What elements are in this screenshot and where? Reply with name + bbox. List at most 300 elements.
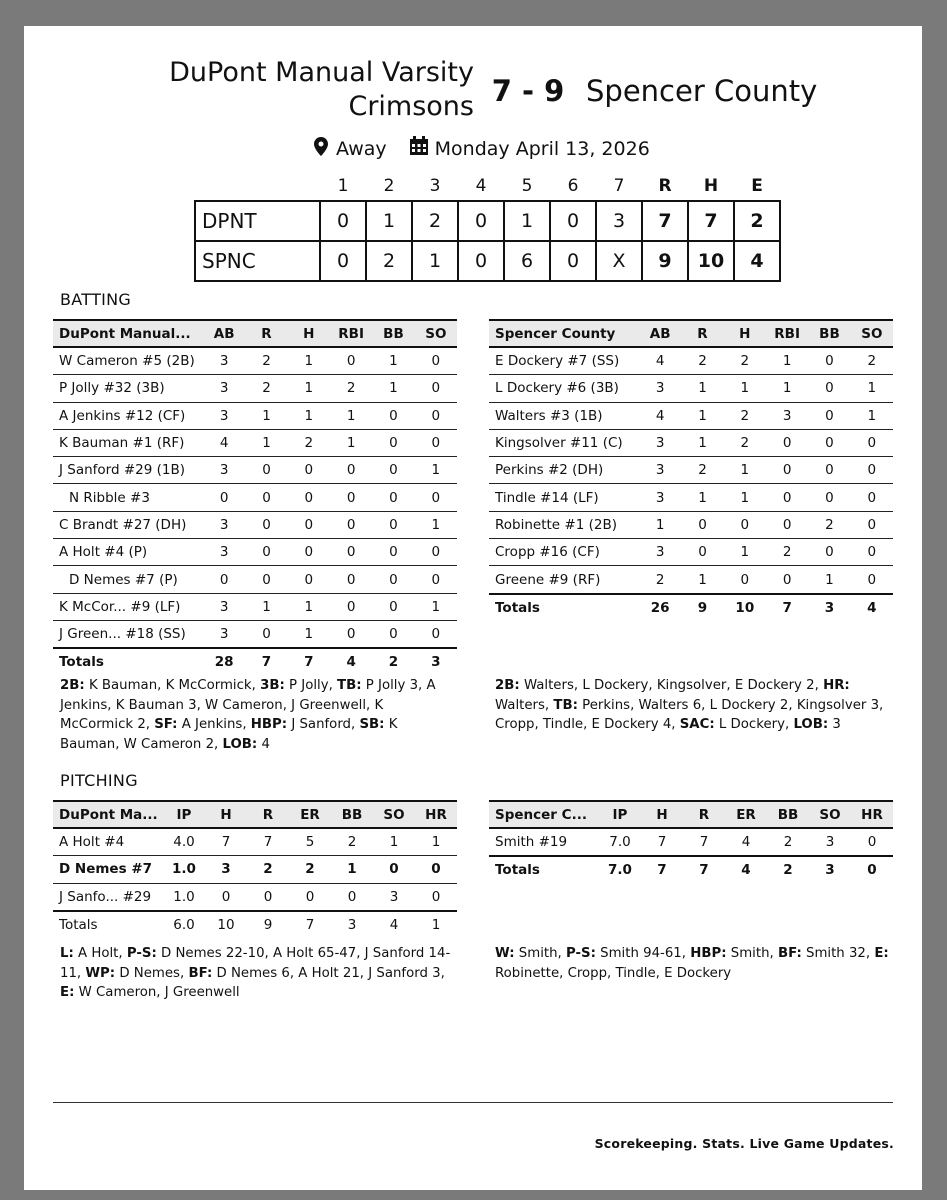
stat-cell: 2 bbox=[681, 457, 723, 484]
totals-cell: 4 bbox=[867, 599, 877, 616]
player-name: Cropp #16 (CF) bbox=[489, 539, 639, 566]
inning-header: 5 bbox=[521, 176, 533, 196]
player-row bbox=[53, 429, 457, 456]
player-name: D Nemes #7 (P) bbox=[53, 566, 203, 593]
stat-cell: 0 bbox=[288, 457, 330, 484]
stat-cell: 1 bbox=[372, 375, 414, 402]
stat-cell: 1 bbox=[851, 402, 893, 429]
stat-column-header: BB bbox=[808, 320, 850, 347]
player-row bbox=[53, 539, 457, 566]
note-label: E: bbox=[874, 946, 889, 961]
stat-cell: 3 bbox=[809, 828, 851, 856]
stat-cell: 3 bbox=[203, 402, 245, 429]
stat-cell: 1 bbox=[724, 484, 766, 511]
hits-total: 7 bbox=[688, 201, 734, 241]
stat-cell: 3 bbox=[766, 402, 808, 429]
stat-cell: 1 bbox=[372, 347, 414, 375]
stat-cell: 3 bbox=[373, 883, 415, 911]
stat-cell: 0 bbox=[330, 347, 372, 375]
stat-cell: 3 bbox=[639, 457, 681, 484]
stat-cell: 3 bbox=[639, 484, 681, 511]
stat-cell: 0 bbox=[724, 511, 766, 538]
stat-column-header: BB bbox=[331, 801, 373, 828]
pitching-table-away bbox=[489, 800, 893, 884]
scorebook-page bbox=[24, 26, 922, 1190]
stat-column-header: HR bbox=[415, 801, 457, 828]
stat-cell: 5 bbox=[289, 828, 331, 856]
inning-header: 2 bbox=[383, 176, 395, 196]
stat-cell: 2 bbox=[247, 856, 289, 883]
note-label: TB: bbox=[553, 697, 578, 713]
stat-cell: 3 bbox=[639, 429, 681, 456]
stat-cell: 0 bbox=[330, 566, 372, 593]
stat-cell: 2 bbox=[767, 828, 809, 856]
totals-cell: 4 bbox=[346, 654, 356, 671]
note-label: BF: bbox=[777, 946, 802, 961]
stat-cell: 0 bbox=[766, 457, 808, 484]
player-row bbox=[489, 375, 893, 402]
inning-score: 1 bbox=[504, 201, 550, 241]
stat-cell: 0 bbox=[331, 883, 373, 911]
pitching-table-home bbox=[53, 800, 457, 938]
stat-cell: 1.0 bbox=[163, 883, 205, 911]
stat-cell: 0 bbox=[245, 620, 287, 648]
player-row bbox=[53, 347, 457, 375]
stat-cell: 0 bbox=[415, 429, 457, 456]
stat-cell: 1 bbox=[415, 511, 457, 538]
totals-cell: 4 bbox=[389, 917, 399, 934]
player-name: N Ribble #3 bbox=[53, 484, 203, 511]
player-row bbox=[489, 402, 893, 429]
stat-cell: 0 bbox=[245, 566, 287, 593]
inning-header: 4 bbox=[475, 176, 487, 196]
footer-divider bbox=[53, 1102, 893, 1103]
stat-cell: 1 bbox=[330, 402, 372, 429]
stat-cell: 0 bbox=[851, 566, 893, 594]
stat-cell: 0 bbox=[330, 539, 372, 566]
player-row bbox=[53, 883, 457, 911]
note-label: BF: bbox=[188, 965, 213, 981]
totals-row bbox=[53, 648, 457, 675]
pitching-section-title: PITCHING bbox=[60, 771, 138, 790]
stat-cell: 1 bbox=[808, 566, 850, 594]
player-name: A Holt #4 (P) bbox=[53, 539, 203, 566]
totals-row bbox=[53, 911, 457, 938]
inning-header: 1 bbox=[337, 176, 349, 196]
stat-column-header: BB bbox=[767, 801, 809, 828]
note-text: Smith, bbox=[726, 946, 778, 961]
stat-cell: 0 bbox=[205, 883, 247, 911]
totals-label: Totals bbox=[495, 862, 540, 879]
stat-column-header: ER bbox=[289, 801, 331, 828]
player-name: K Bauman #1 (RF) bbox=[53, 429, 203, 456]
stat-cell: 1 bbox=[681, 402, 723, 429]
errors-total: 2 bbox=[734, 201, 780, 241]
stat-column-header: H bbox=[641, 801, 683, 828]
inning-score: 0 bbox=[320, 201, 366, 241]
stat-cell: 3 bbox=[203, 457, 245, 484]
stat-cell: 2 bbox=[289, 856, 331, 883]
stat-cell: 1 bbox=[724, 457, 766, 484]
note-text: Smith, bbox=[514, 946, 566, 961]
note-text: K Bauman, W Cameron 2, bbox=[60, 717, 398, 752]
stat-cell: 3 bbox=[203, 620, 245, 648]
stat-cell: 0 bbox=[330, 484, 372, 511]
note-label: P-S: bbox=[566, 946, 596, 961]
note-text: A Jenkins, bbox=[177, 717, 251, 732]
runs-total: 7 bbox=[642, 201, 688, 241]
totals-cell: 7.0 bbox=[608, 862, 632, 879]
note-text: 4 bbox=[257, 736, 270, 752]
stat-column-header: R bbox=[681, 320, 723, 347]
totals-cell: 3 bbox=[824, 599, 835, 616]
stat-cell: 1 bbox=[724, 375, 766, 402]
errors-header: E bbox=[751, 176, 763, 196]
player-row bbox=[53, 593, 457, 620]
player-row bbox=[53, 457, 457, 484]
stat-cell: 0 bbox=[851, 828, 893, 856]
totals-cell: 2 bbox=[783, 862, 793, 879]
stat-cell: 0 bbox=[203, 566, 245, 593]
stat-cell: 1 bbox=[245, 593, 287, 620]
note-text: 3 bbox=[828, 717, 841, 732]
player-name: Robinette #1 (2B) bbox=[489, 511, 639, 538]
player-name: Perkins #2 (DH) bbox=[489, 457, 639, 484]
player-row bbox=[489, 511, 893, 538]
stat-cell: 0 bbox=[808, 375, 850, 402]
stat-cell: 7 bbox=[641, 828, 683, 856]
stat-cell: 4 bbox=[639, 347, 681, 375]
stat-cell: 0 bbox=[851, 484, 893, 511]
note-label: L: bbox=[60, 946, 74, 961]
player-name: A Jenkins #12 (CF) bbox=[53, 402, 203, 429]
player-row bbox=[489, 828, 893, 856]
stat-cell: 0 bbox=[681, 539, 723, 566]
stat-cell: 0 bbox=[372, 457, 414, 484]
stat-cell: 2 bbox=[245, 347, 287, 375]
stat-cell: 0 bbox=[245, 484, 287, 511]
stat-cell: 0 bbox=[851, 511, 893, 538]
inning-score: 2 bbox=[366, 241, 412, 281]
note-text: P Jolly, bbox=[284, 678, 338, 693]
home-team-name: DuPont Manual Varsity Crimsons bbox=[169, 57, 474, 122]
note-label: LOB: bbox=[793, 717, 829, 732]
stat-cell: 7 bbox=[205, 828, 247, 856]
errors-total: 4 bbox=[734, 241, 780, 281]
player-name: Tindle #14 (LF) bbox=[489, 484, 639, 511]
stat-cell: 0 bbox=[681, 511, 723, 538]
note-label: TB: bbox=[337, 678, 362, 693]
stat-cell: 7.0 bbox=[599, 828, 641, 856]
player-name: J Green... #18 (SS) bbox=[53, 620, 203, 648]
note-label: P-S: bbox=[126, 946, 157, 961]
totals-cell: 10 bbox=[735, 599, 755, 616]
stat-cell: 4 bbox=[725, 828, 767, 856]
player-row bbox=[489, 566, 893, 594]
stat-cell: 4.0 bbox=[163, 828, 205, 856]
stat-column-header: BB bbox=[372, 320, 414, 347]
player-name: W Cameron #5 (2B) bbox=[53, 347, 203, 375]
player-name: J Sanfo... #29 bbox=[53, 883, 163, 911]
totals-cell: 7 bbox=[305, 917, 315, 934]
stat-cell: 0 bbox=[415, 402, 457, 429]
stat-cell: 0 bbox=[245, 511, 287, 538]
stat-cell: 2 bbox=[245, 375, 287, 402]
stat-cell: 2 bbox=[331, 828, 373, 856]
stat-cell: 0 bbox=[808, 484, 850, 511]
stat-cell: 0 bbox=[766, 429, 808, 456]
stat-cell: 0 bbox=[372, 566, 414, 593]
stat-cell: 0 bbox=[245, 539, 287, 566]
stat-column-header: H bbox=[205, 801, 247, 828]
player-row bbox=[53, 620, 457, 648]
player-name: Smith #19 bbox=[489, 828, 599, 856]
runs-header: R bbox=[658, 176, 672, 196]
stat-cell: 0 bbox=[808, 429, 850, 456]
stat-column-header: R bbox=[247, 801, 289, 828]
stat-cell: 2 bbox=[851, 347, 893, 375]
stat-cell: 1.0 bbox=[163, 856, 205, 883]
stat-cell: 0 bbox=[289, 883, 331, 911]
stat-cell: 1 bbox=[288, 402, 330, 429]
stat-cell: 0 bbox=[808, 539, 850, 566]
inning-score: 0 bbox=[320, 241, 366, 281]
player-name: K McCor... #9 (LF) bbox=[53, 593, 203, 620]
note-text: Walters, L Dockery, Kingsolver, E Dockery 2, bbox=[519, 678, 824, 693]
totals-cell: 2 bbox=[388, 654, 399, 671]
totals-cell: 9 bbox=[263, 917, 273, 934]
stat-column-header: SO bbox=[851, 320, 893, 347]
stat-cell: 2 bbox=[724, 402, 766, 429]
note-label: SF: bbox=[154, 717, 178, 732]
stat-cell: 0 bbox=[203, 484, 245, 511]
note-label: HR: bbox=[823, 678, 850, 693]
stat-cell: 1 bbox=[331, 856, 373, 883]
team-column-header: DuPont Ma... bbox=[53, 801, 163, 828]
stat-cell: 2 bbox=[639, 566, 681, 594]
stat-cell: 0 bbox=[330, 593, 372, 620]
player-row bbox=[53, 402, 457, 429]
player-name: Kingsolver #11 (C) bbox=[489, 429, 639, 456]
totals-cell: 7 bbox=[782, 599, 792, 616]
totals-cell: 0 bbox=[867, 862, 877, 879]
stat-header-row bbox=[489, 801, 893, 828]
stat-cell: 4 bbox=[639, 402, 681, 429]
batting-section-title: BATTING bbox=[60, 290, 132, 309]
note-label: HBP: bbox=[250, 717, 288, 732]
stat-column-header: IP bbox=[163, 801, 205, 828]
map-pin-icon bbox=[314, 137, 328, 161]
player-row bbox=[53, 484, 457, 511]
pitching-notes-home bbox=[60, 944, 460, 1003]
note-label: 2B: bbox=[495, 678, 520, 693]
totals-cell: 7 bbox=[657, 862, 667, 879]
linescore-table bbox=[194, 172, 781, 282]
stat-cell: 0 bbox=[851, 539, 893, 566]
linescore-team: DPNT bbox=[195, 201, 320, 241]
totals-cell: 10 bbox=[217, 917, 235, 934]
stat-cell: 0 bbox=[415, 883, 457, 911]
stat-cell: 2 bbox=[724, 429, 766, 456]
stat-cell: 2 bbox=[330, 375, 372, 402]
stat-cell: 0 bbox=[330, 457, 372, 484]
stat-cell: 0 bbox=[415, 566, 457, 593]
stat-column-header: R bbox=[683, 801, 725, 828]
stat-cell: 0 bbox=[288, 566, 330, 593]
stat-cell: 1 bbox=[245, 429, 287, 456]
stat-cell: 3 bbox=[639, 539, 681, 566]
stat-column-header: AB bbox=[639, 320, 681, 347]
team-column-header: Spencer C... bbox=[489, 801, 599, 828]
player-row bbox=[489, 484, 893, 511]
player-row bbox=[53, 856, 457, 883]
totals-cell: 7 bbox=[304, 654, 314, 671]
stat-column-header: ER bbox=[725, 801, 767, 828]
inning-header: 6 bbox=[567, 176, 579, 196]
stat-cell: 2 bbox=[766, 539, 808, 566]
stat-cell: 7 bbox=[683, 828, 725, 856]
stat-column-header: R bbox=[245, 320, 287, 347]
stat-cell: 1 bbox=[245, 402, 287, 429]
stat-cell: 1 bbox=[766, 375, 808, 402]
note-label: W: bbox=[495, 946, 515, 961]
inning-header: 7 bbox=[613, 176, 625, 196]
stat-cell: 0 bbox=[851, 429, 893, 456]
game-meta bbox=[314, 136, 650, 161]
totals-cell: 3 bbox=[825, 862, 835, 879]
footer-tagline: Scorekeeping. Stats. Live Game Updates. bbox=[594, 1136, 894, 1151]
inning-score: 1 bbox=[366, 201, 412, 241]
stat-cell: 2 bbox=[288, 429, 330, 456]
stat-cell: 1 bbox=[724, 539, 766, 566]
stat-cell: 1 bbox=[851, 375, 893, 402]
stat-column-header: RBI bbox=[330, 320, 372, 347]
note-text: A Holt, bbox=[73, 946, 127, 961]
stat-cell: 0 bbox=[245, 457, 287, 484]
note-label: LOB: bbox=[222, 736, 258, 752]
totals-cell: 7 bbox=[261, 654, 272, 671]
stat-cell: 0 bbox=[372, 511, 414, 538]
note-label: HBP: bbox=[690, 946, 727, 961]
totals-cell: 3 bbox=[347, 917, 357, 934]
stat-cell: 3 bbox=[203, 347, 245, 375]
batting-notes-home bbox=[60, 676, 460, 754]
stat-cell: 1 bbox=[288, 375, 330, 402]
stat-cell: 0 bbox=[288, 539, 330, 566]
stat-cell: 0 bbox=[415, 347, 457, 375]
linescore-row-away bbox=[195, 241, 780, 281]
date-text: Monday April 13, 2026 bbox=[434, 137, 650, 160]
stat-cell: 4 bbox=[203, 429, 245, 456]
player-name: Greene #9 (RF) bbox=[489, 566, 639, 594]
stat-column-header: SO bbox=[809, 801, 851, 828]
stat-cell: 0 bbox=[288, 484, 330, 511]
stat-cell: 1 bbox=[681, 484, 723, 511]
stat-column-header: SO bbox=[373, 801, 415, 828]
stat-cell: 2 bbox=[681, 347, 723, 375]
stat-cell: 3 bbox=[203, 539, 245, 566]
batting-notes-away bbox=[495, 676, 895, 735]
stat-cell: 0 bbox=[766, 511, 808, 538]
stat-cell: 0 bbox=[373, 856, 415, 883]
team-column-header: DuPont Manual... bbox=[53, 320, 203, 347]
stat-column-header: H bbox=[724, 320, 766, 347]
note-text: W Cameron, J Greenwell bbox=[74, 985, 240, 1000]
stat-column-header: H bbox=[288, 320, 330, 347]
player-row bbox=[489, 457, 893, 484]
stat-header-row bbox=[53, 320, 457, 347]
player-name: A Holt #4 bbox=[53, 828, 163, 856]
stat-cell: 2 bbox=[808, 511, 850, 538]
note-text: P Jolly 3, A Jenkins, K Bauman 3, W Cameron, J Greenwell, K McCormick 2, bbox=[60, 678, 436, 732]
stat-cell: 3 bbox=[639, 375, 681, 402]
stat-cell: 0 bbox=[808, 347, 850, 375]
totals-cell: 4 bbox=[741, 862, 751, 879]
stat-cell: 3 bbox=[205, 856, 247, 883]
inning-score: 1 bbox=[412, 241, 458, 281]
note-label: 3B: bbox=[260, 678, 285, 693]
note-text: D Nemes 6, A Holt 21, J Sanford 3, bbox=[212, 965, 445, 981]
away-team-name: Spencer County bbox=[586, 74, 818, 108]
stat-cell: 0 bbox=[372, 484, 414, 511]
inning-score: 0 bbox=[458, 201, 504, 241]
inning-score: X bbox=[596, 241, 642, 281]
stat-cell: 1 bbox=[415, 593, 457, 620]
note-text: Perkins, Walters 6, L Dockery 2, Kingsolver 3, Cropp, Tindle, E Dockery 4, bbox=[495, 697, 884, 732]
note-label: SAC: bbox=[679, 717, 715, 732]
note-text: D Nemes 22-10, A Holt 65-47, J Sanford 14-11, bbox=[60, 946, 451, 981]
stat-cell: 0 bbox=[288, 511, 330, 538]
calendar-icon bbox=[409, 136, 429, 161]
linescore-header bbox=[195, 172, 780, 201]
stat-cell: 1 bbox=[415, 457, 457, 484]
note-text: Smith 32, bbox=[801, 946, 875, 961]
inning-score: 6 bbox=[504, 241, 550, 281]
linescore-team: SPNC bbox=[195, 241, 320, 281]
totals-label: Totals bbox=[59, 917, 98, 934]
stat-cell: 1 bbox=[766, 347, 808, 375]
totals-label: Totals bbox=[59, 654, 104, 671]
stat-cell: 2 bbox=[724, 347, 766, 375]
location-text: Away bbox=[336, 137, 387, 160]
batting-table-home bbox=[53, 319, 457, 676]
player-name: L Dockery #6 (3B) bbox=[489, 375, 639, 402]
runs-total: 9 bbox=[642, 241, 688, 281]
stat-cell: 0 bbox=[372, 429, 414, 456]
stat-cell: 0 bbox=[330, 511, 372, 538]
stat-cell: 1 bbox=[373, 828, 415, 856]
stat-column-header: RBI bbox=[766, 320, 808, 347]
stat-cell: 0 bbox=[372, 539, 414, 566]
stat-cell: 0 bbox=[415, 856, 457, 883]
totals-cell: 1 bbox=[431, 917, 441, 934]
note-text: Robinette, Cropp, Tindle, E Dockery bbox=[495, 965, 732, 981]
note-text: K Bauman, K McCormick, bbox=[84, 678, 261, 693]
player-name: D Nemes #7 bbox=[53, 856, 163, 883]
stat-cell: 1 bbox=[288, 347, 330, 375]
inning-score: 3 bbox=[596, 201, 642, 241]
totals-row bbox=[489, 856, 893, 883]
linescore-row-home bbox=[195, 201, 780, 241]
stat-cell: 0 bbox=[372, 402, 414, 429]
totals-cell: 28 bbox=[214, 654, 234, 671]
note-text: Walters, bbox=[495, 697, 554, 713]
stat-cell: 0 bbox=[415, 620, 457, 648]
stat-cell: 0 bbox=[851, 457, 893, 484]
note-text: Smith 94-61, bbox=[595, 946, 691, 961]
player-row bbox=[489, 347, 893, 375]
stat-cell: 0 bbox=[724, 566, 766, 594]
